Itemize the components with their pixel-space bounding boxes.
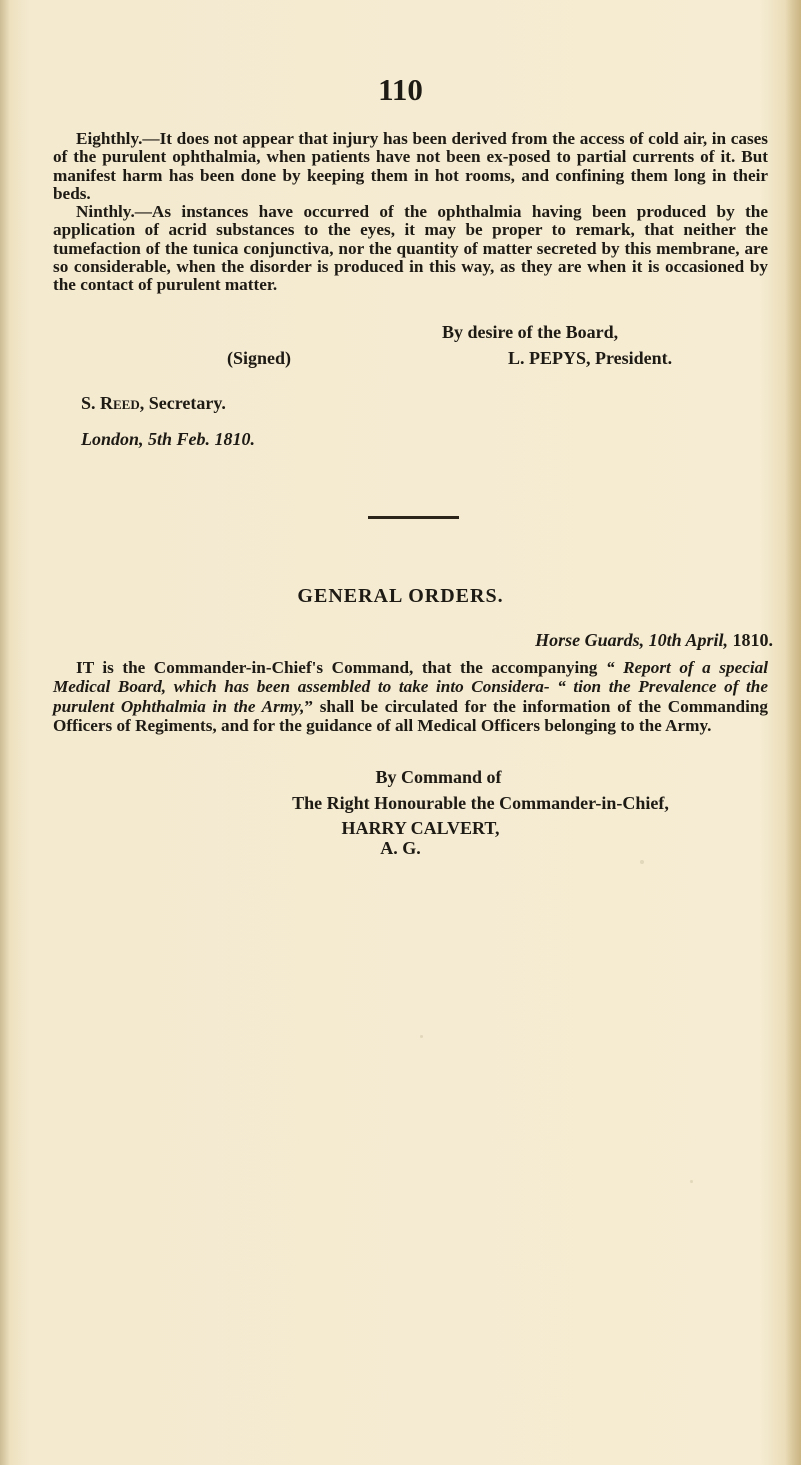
- foxing-spot: [640, 860, 644, 864]
- foxing-spot: [420, 1035, 423, 1038]
- paragraph-text: Ninthly.—As instances have occurred of the ophthalmia having been produced by the application of acrid substances to the eyes, it may be proper to remark, that neither the tumefaction of the tunica conjunctiva, nor the quantity of matter secreted by this membrane, are so considerable, when the disorder is produced in this way, as they are when it is occasioned by the contact of purulent matter.: [53, 202, 768, 295]
- date: 5th Feb. 1810.: [148, 429, 256, 449]
- quoted-title-part-2: tion the Prevalence of the purulent Ophthalmia in the Army,: [53, 677, 768, 716]
- quoted-title-part-1: Report of a special Medical Board, which has been assembled to take into Considera-: [53, 658, 768, 697]
- orders-date-line: [535, 630, 773, 651]
- signatory-title: A. G.: [380, 838, 421, 858]
- section-divider: [368, 516, 459, 519]
- secretary-name: S. Reed,: [81, 393, 145, 413]
- orders-date: 10th April,: [648, 630, 728, 650]
- place: London,: [81, 429, 144, 449]
- orders-text-start: IT is the Commander-in-Chief's Command, that the accompanying: [76, 658, 598, 677]
- paragraph-text: Eighthly.—It does not appear that injury has been derived from the access of cold air, in cases of the purulent ophthalmia, when patients have not been ex-posed to partial currents of it. But manifest harm has been done by keeping them in hot rooms, and confining them long in their beds.: [53, 129, 768, 203]
- page-number: 110: [378, 72, 423, 107]
- section-heading: GENERAL ORDERS.: [297, 585, 504, 607]
- page-edge-shadow: [785, 0, 801, 1465]
- by-command-line: By Command of: [375, 767, 502, 787]
- signed-label: (Signed): [227, 348, 292, 368]
- paragraph-ninthly: [53, 203, 768, 294]
- secretary-line: [81, 393, 226, 414]
- president-signature: L. PEPYS, President.: [508, 348, 673, 368]
- quote-mark: ”: [304, 696, 314, 716]
- signatory-name: HARRY CALVERT,: [341, 818, 500, 838]
- orders-year: 1810.: [732, 630, 773, 650]
- secretary-title: Secretary.: [148, 393, 226, 413]
- place-date-line: [81, 429, 255, 450]
- orders-paragraph-text: [53, 658, 768, 736]
- foxing-spot: [690, 1180, 693, 1183]
- quote-mark: “: [557, 677, 566, 697]
- quote-mark: “: [605, 658, 615, 677]
- page-gutter-shadow: [0, 0, 10, 1465]
- orders-place: Horse Guards,: [535, 630, 645, 650]
- authority-line: The Right Honourable the Commander-in-Chief,: [292, 793, 669, 813]
- orders-paragraph: [53, 658, 768, 736]
- orders-text-end: shall be circulated for the information of the Commanding Officers of Regiments, and for the guidance of all Medical Officers belonging to the Army.: [53, 696, 768, 736]
- by-desire-line: By desire of the Board,: [442, 322, 619, 342]
- paragraph-eighthly: [53, 130, 768, 203]
